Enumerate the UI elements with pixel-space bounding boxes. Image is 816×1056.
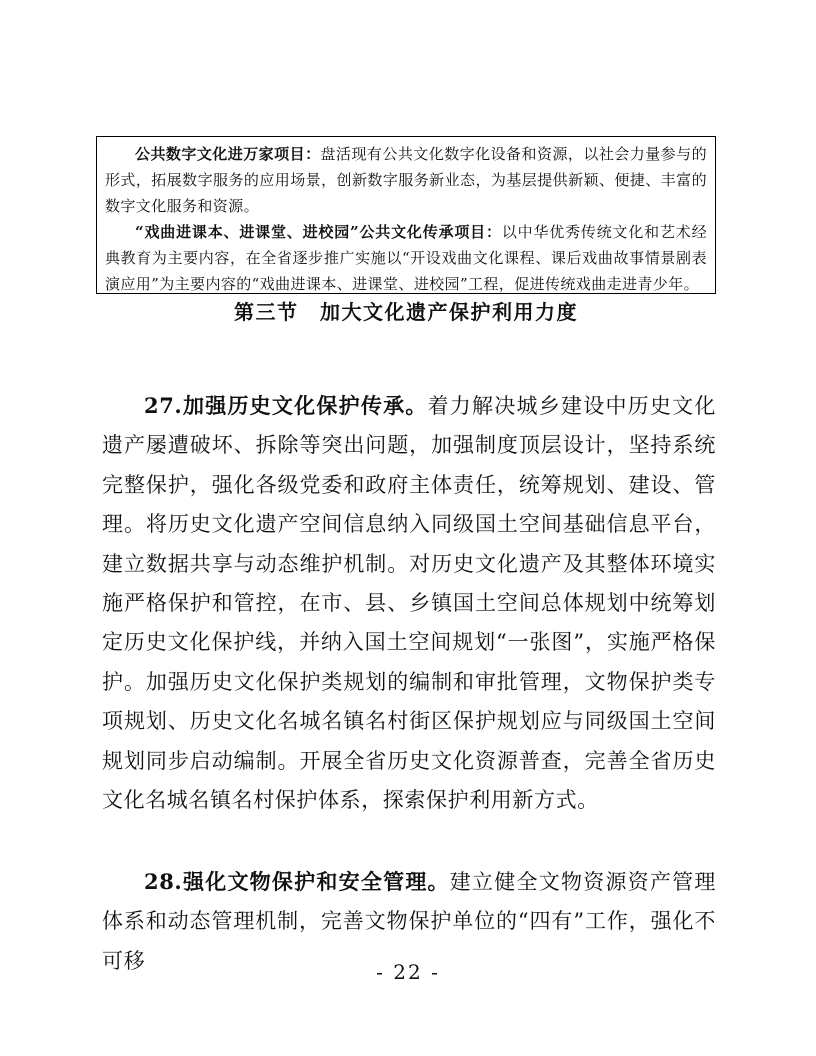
paragraph-27 <box>102 386 716 820</box>
box-paragraph-opera <box>105 219 707 297</box>
box-paragraph-digital-culture <box>105 141 707 219</box>
paragraph-27-text: 着力解决城乡建设中历史文化遗产屡遭破坏、拆除等突出问题，加强制度顶层设计，坚持系统完整保护，强化各级党委和政府主体责任，统筹规划、建设、管理。将历史文化遗产空间信息纳入同级国土空间基础信息平台，建立数据共享与动态维护机制。对历史文化遗产及其整体环境实施严格保护和管控，在市、县、乡镇国土空间总体规划中统筹划定历史文化保护线，并纳入国土空间规划“一张图”，实施严格保护。加强历史文化保护类规划的编制和审批管理，文物保护类专项规划、历史文化名城名镇名村街区保护规划应与同级国土空间规划同步启动编制。开展全省历史文化资源普查，完善全省历史文化名城名镇名村保护体系，探索保护利用新方式。 <box>102 394 716 813</box>
page-number: - 22 - <box>376 960 440 984</box>
paragraph-27-lead: 27.加强历史文化保护传承。 <box>144 393 428 418</box>
paragraph-28-lead: 28.强化文物保护和安全管理。 <box>144 869 450 894</box>
section-title: 第三节 加大文化遗产保护利用力度 <box>234 300 578 324</box>
paragraph-28-text: 建立健全文物资源资产管理体系和动态管理机制，完善文物保护单位的“四有”工作，强化不可移 <box>102 870 716 973</box>
box-lead-digital-culture: 公共数字文化进万家项目： <box>135 145 321 163</box>
box-lead-opera: “戏曲进课本、进课堂、进校园”公共文化传承项目： <box>135 223 502 241</box>
box-text-digital-culture: 盘活现有公共文化数字化设备和资源，以社会力量参与的形式，拓展数字服务的应用场景，创新数字服务新业态，为基层提供新颖、便捷、丰富的数字文化服务和资源。 <box>105 145 707 215</box>
project-box <box>96 136 716 294</box>
box-text-opera: 以中华优秀传统文化和艺术经典教育为主要内容，在全省逐步推广实施以“开设戏曲文化课程、课后戏曲故事情景剧表演应用”为主要内容的“戏曲进课本、进课堂、进校园”工程，促进传统戏曲走进青少年。 <box>105 223 708 293</box>
